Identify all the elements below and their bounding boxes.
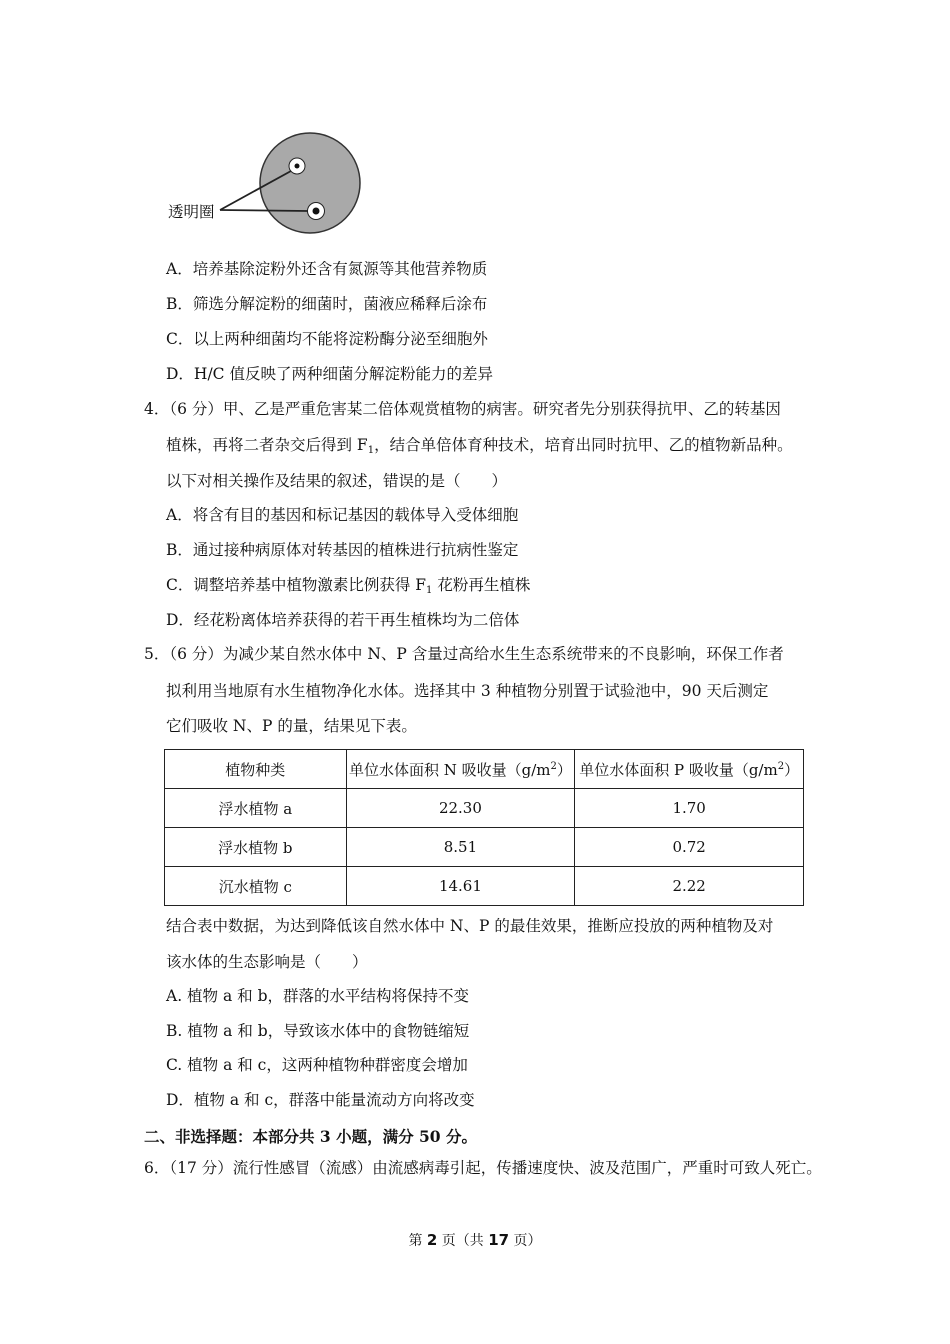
absorption-table <box>164 749 804 906</box>
header-species: 植物种类 <box>165 750 347 789</box>
footer-post: 页） <box>509 1233 542 1249</box>
header-n-sup: 2 <box>550 760 557 772</box>
q4-stem-line2 <box>166 435 793 461</box>
row-p-value: 2.22 <box>575 867 804 906</box>
q5-stem-line2: 拟利用当地原有水生植物净化水体。选择其中 3 种植物分别置于试验池中，90 天后测定 <box>166 682 769 700</box>
header-n-close: ） <box>556 760 572 779</box>
q3-option-c: C．以上两种细菌均不能将淀粉酶分泌至细胞外 <box>166 330 488 348</box>
row-species: 沉水植物 c <box>165 867 347 906</box>
footer-total-pages: 17 <box>488 1231 510 1249</box>
q6-stem-line1: 6．（17 分）流行性感冒（流感）由流感病毒引起，传播速度快、波及范围广，严重时可致人死亡。 <box>144 1159 822 1177</box>
footer-mid: 页（共 <box>437 1233 489 1249</box>
footer-pre: 第 <box>408 1233 427 1249</box>
row-n-value: 14.61 <box>346 867 575 906</box>
q3-option-d: D．H/C 值反映了两种细菌分解淀粉能力的差异 <box>166 365 493 383</box>
header-p-sup: 2 <box>777 760 785 772</box>
colony-lower <box>313 208 320 215</box>
colony-upper <box>295 164 300 169</box>
table-row <box>165 828 804 867</box>
header-p-text: 单位水体面积 P 吸收量（g/m <box>579 760 778 779</box>
q4-line2-text-b: ，结合单倍体育种技术，培育出同时抗甲、乙的植物新品种。 <box>374 436 793 454</box>
q4-option-d: D．经花粉离体培养获得的若干再生植株均为二倍体 <box>166 611 520 629</box>
row-p-value: 1.70 <box>575 789 804 828</box>
row-n-value: 22.30 <box>346 789 575 828</box>
figure-label-transparent-zone: 透明圈 <box>168 203 215 221</box>
q3-option-b: B．筛选分解淀粉的细菌时，菌液应稀释后涂布 <box>166 295 488 313</box>
footer-page-number: 2 <box>426 1231 438 1249</box>
table-row <box>165 789 804 828</box>
q4-optc-text-a: C．调整培养基中植物激素比例获得 F <box>166 576 427 594</box>
q4-option-a: A．将含有目的基因和标记基因的载体导入受体细胞 <box>166 506 519 524</box>
page-footer <box>0 1230 950 1250</box>
agar-plate <box>260 133 360 233</box>
header-n-text: 单位水体面积 N 吸收量（g/m <box>348 760 551 779</box>
q5-option-a: A. 植物 a 和 b，群落的水平结构将保持不变 <box>166 987 469 1005</box>
q5-after-line2: 该水体的生态影响是（ ） <box>166 953 368 971</box>
section-heading: 二、非选择题：本部分共 3 小题，满分 50 分。 <box>144 1127 477 1146</box>
row-species: 浮水植物 a <box>165 789 347 828</box>
q4-option-b: B．通过接种病原体对转基因的植株进行抗病性鉴定 <box>166 541 519 559</box>
q5-option-c: C. 植物 a 和 c，这两种植物种群密度会增加 <box>166 1056 468 1074</box>
q4-stem-line1: 4．（6 分）甲、乙是严重危害某二倍体观赏植物的病害。研究者先分别获得抗甲、乙的转基因 <box>144 400 781 418</box>
table-row <box>165 867 804 906</box>
q3-option-a: A．培养基除淀粉外还含有氮源等其他营养物质 <box>166 260 488 278</box>
row-n-value: 8.51 <box>346 828 575 867</box>
pointer-line-lower <box>220 210 308 211</box>
header-n-absorption <box>346 750 575 789</box>
q4-optc-text-b: 花粉再生植株 <box>432 576 531 594</box>
header-p-absorption <box>575 750 804 789</box>
table-header-row <box>165 750 804 789</box>
q5-option-d: D．植物 a 和 c，群落中能量流动方向将改变 <box>166 1091 475 1109</box>
q5-after-line1: 结合表中数据，为达到降低该自然水体中 N、P 的最佳效果，推断应投放的两种植物及对 <box>166 917 774 935</box>
row-species: 浮水植物 b <box>165 828 347 867</box>
q4-option-c <box>166 575 530 601</box>
q4-optc-subscript: 1 <box>426 585 433 596</box>
q4-line2-subscript: 1 <box>367 445 375 456</box>
header-p-close: ） <box>784 760 800 779</box>
q4-line2-text-a: 植株，再将二者杂交后得到 F <box>166 436 368 454</box>
agar-plate-figure <box>160 128 370 243</box>
row-p-value: 0.72 <box>575 828 804 867</box>
q5-stem-line3: 它们吸收 N、P 的量，结果见下表。 <box>166 717 417 735</box>
q5-option-b: B. 植物 a 和 b，导致该水体中的食物链缩短 <box>166 1022 470 1040</box>
q4-stem-line3: 以下对相关操作及结果的叙述，错误的是（ ） <box>166 472 508 490</box>
q5-stem-line1: 5．（6 分）为减少某自然水体中 N、P 含量过高给水生生态系统带来的不良影响，环保工作者 <box>144 645 784 663</box>
